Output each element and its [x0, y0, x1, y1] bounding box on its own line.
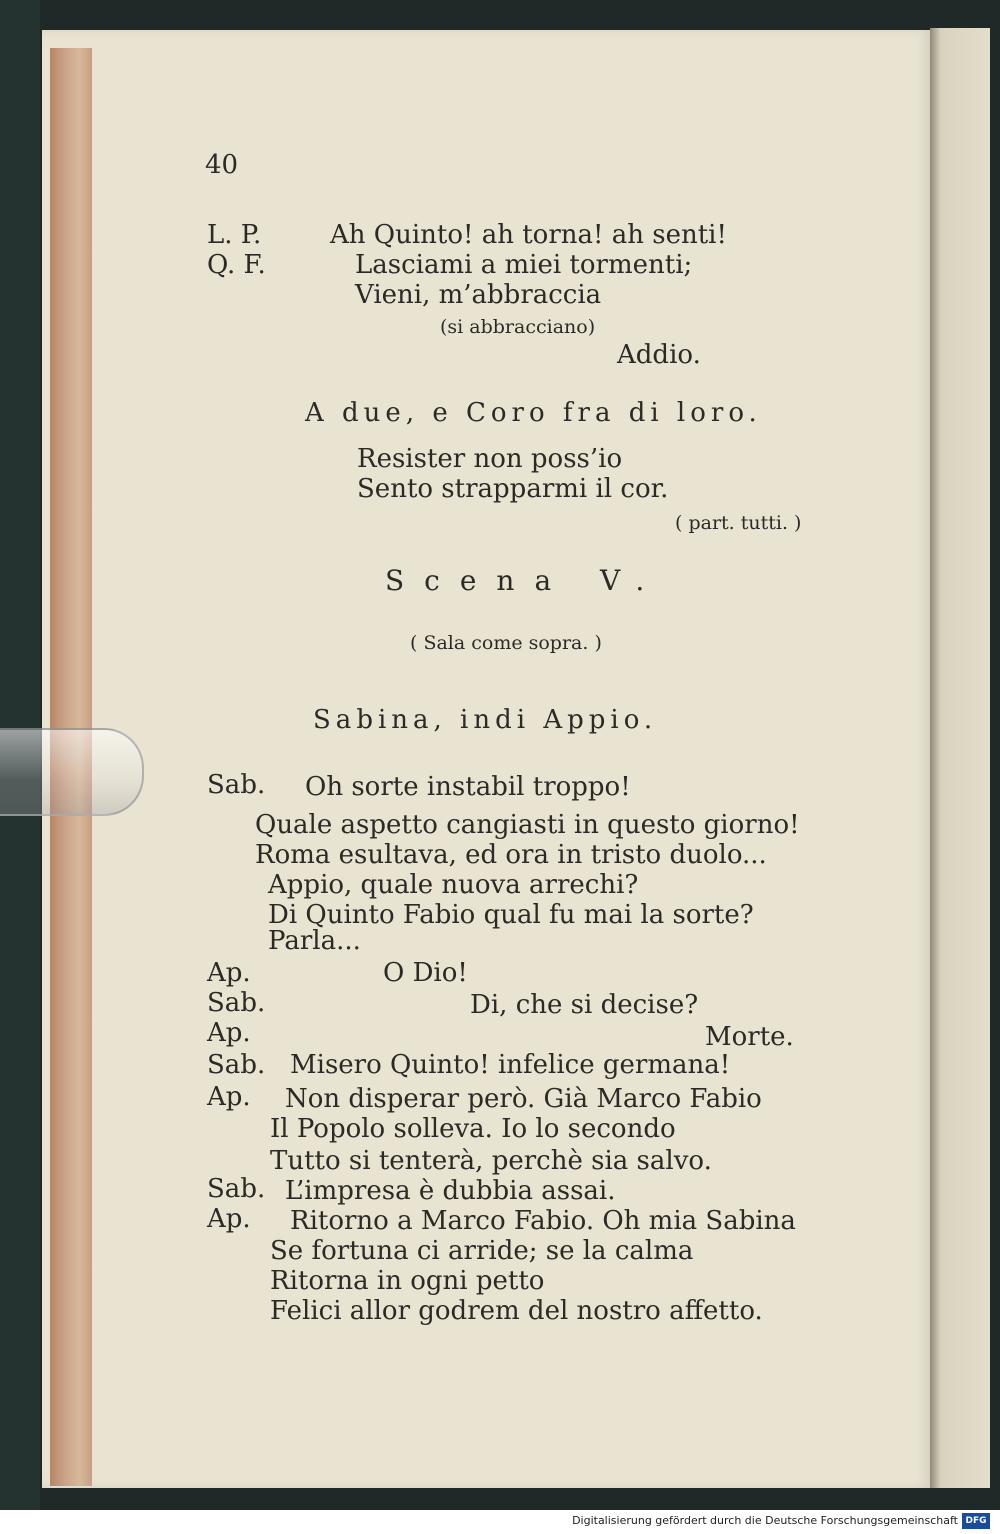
characters-heading: Sabina, indi Appio. — [313, 705, 658, 735]
dialogue-line: Quale aspetto cangiasti in questo giorno! — [255, 810, 800, 840]
chorus-heading: A due, e Coro fra di loro. — [305, 398, 762, 428]
dialogue-line: Parla... — [268, 926, 361, 956]
dialogue-line: Felici allor godrem del nostro affetto. — [270, 1296, 763, 1326]
speaker: Sab. — [207, 770, 266, 800]
dialogue-line: Se fortuna ci arride; se la calma — [270, 1236, 694, 1266]
song-line: Addio. — [617, 340, 701, 370]
speaker: Ap. — [207, 1082, 251, 1112]
dfg-logo-icon: DFG — [962, 1513, 990, 1529]
speaker: Sab. — [207, 1174, 266, 1204]
song-line: Lasciami a miei tormenti; — [355, 250, 693, 280]
dialogue-line: Morte. — [705, 1022, 794, 1052]
dialogue-line: Ritorno a Marco Fabio. Oh mia Sabina — [290, 1206, 796, 1236]
speaker: Ap. — [207, 1018, 251, 1048]
speaker: Ap. — [207, 958, 251, 988]
funding-credit: Digitalisierung gefördert durch die Deutsche Forschungsgemeinschaft — [572, 1514, 958, 1527]
dialogue-line: Roma esultava, ed ora in tristo duolo... — [255, 840, 767, 870]
dialogue-line: Misero Quinto! infelice germana! — [290, 1050, 731, 1080]
speaker-lp: L. P. — [207, 220, 262, 250]
dialogue-line: O Dio! — [383, 958, 468, 988]
glass-page-holder — [0, 728, 144, 816]
scene-title: Scena V. — [385, 564, 665, 597]
speaker: Ap. — [207, 1204, 251, 1234]
dialogue-line: Ritorna in ogni petto — [270, 1266, 545, 1296]
chorus-line: Resister non poss’io — [357, 444, 623, 474]
chorus-line: Sento strapparmi il cor. — [357, 474, 669, 504]
exit-direction: ( part. tutti. ) — [675, 512, 802, 534]
dialogue-line: Di Quinto Fabio qual fu mai la sorte? — [268, 900, 754, 930]
speaker: Sab. — [207, 988, 266, 1018]
dialogue-line: Non disperar però. Già Marco Fabio — [285, 1084, 762, 1114]
dialogue-line: L’impresa è dubbia assai. — [285, 1176, 616, 1206]
dialogue-line: Tutto si tenterà, perchè sia salvo. — [270, 1146, 712, 1176]
stage-direction: (si abbracciano) — [440, 316, 596, 338]
scene-setting: ( Sala come sopra. ) — [410, 632, 602, 654]
speaker-qf: Q. F. — [207, 250, 266, 280]
song-line: Vieni, m’abbraccia — [355, 280, 602, 310]
page-number: 40 — [205, 150, 239, 180]
dialogue-line: Appio, quale nuova arrechi? — [268, 870, 639, 900]
dialogue-line: Il Popolo solleva. Io lo secondo — [270, 1114, 676, 1144]
song-line: Ah Quinto! ah torna! ah senti! — [330, 220, 727, 250]
dialogue-line: Oh sorte instabil troppo! — [305, 772, 631, 802]
dialogue-line: Di, che si decise? — [470, 990, 699, 1020]
speaker: Sab. — [207, 1050, 266, 1080]
facing-page-edge — [930, 28, 990, 1488]
